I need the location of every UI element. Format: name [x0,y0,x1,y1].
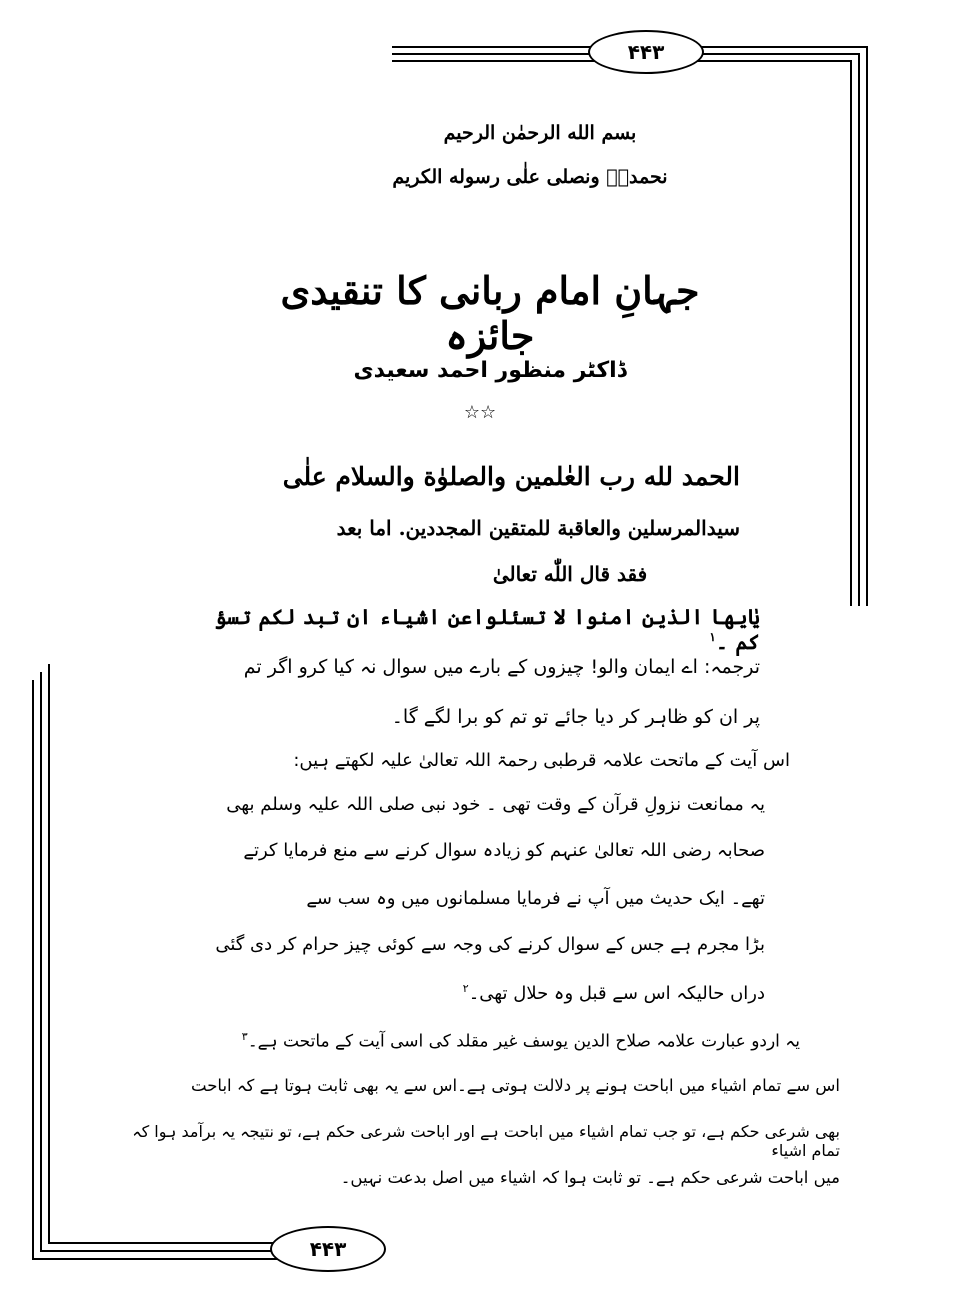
quote-line-4: بڑا مجرم ہے جس کے سوال کرنے کی وجہ سے کوئی چیز حرام کر دی گئی [215,934,765,955]
qurtubi-intro: اس آیت کے ماتحت علامہ قرطبی رحمۃ اللہ تعالیٰ علیہ لکھتے ہیں: [293,750,790,771]
ayah-line [200,604,760,654]
bismillah: بسم الله الرحمٰن الرحیم [443,122,637,144]
salutation: نحمدہٗ ونصلی علٰی رسوله الکریم [392,166,668,188]
stars-ornament: ☆☆ [463,402,497,423]
translation-line-1: ترجمہ: اے ایمان والو! چیزوں کے بارے میں سوال نہ کیا کرو اگر تم [243,656,760,678]
urdu-note-text: یہ اردو عبارت علامہ صلاح الدین یوسف غیر مقلد کی اسی آیت کے ماتحت ہے۔ [247,1031,800,1052]
frame-left-line-2 [40,672,42,1252]
author-name: ڈاکٹر منظور احمد سعیدی [353,358,627,383]
urdu-note [230,1030,800,1052]
translation-line-2: پر ان کو ظاہر کر دیا جائے تو تم کو برا لگے گا۔ [391,706,760,728]
frame-left-line-3 [48,664,50,1244]
frame-bottom-line-2 [40,1250,280,1252]
urdu-note-footnote-ref: ۳ [241,1030,248,1043]
closing-line-2: بھی شرعی حکم ہے، تو جب تمام اشیاء میں اباحت ہے اور اباحت شرعی حکم ہے، تو نتیجہ یہ برآمد ہوا کہ تمام اشیاء [132,1122,840,1160]
page-title: جہانِ امام ربانی کا تنقیدی جائزہ [280,268,700,358]
quote-line-3: تھے۔ ایک حدیث میں آپ نے فرمایا مسلمانوں میں وہ سب سے [306,888,765,909]
closing-line-1: اس سے تمام اشیاء میں اباحت ہونے پر دلالت ہوتی ہے۔اس سے یہ بھی ثابت ہوتا ہے کہ اباحت [191,1076,840,1095]
frame-bottom-line-1 [32,1258,280,1260]
frame-right-line-3 [850,60,852,606]
quote-line-1: یہ ممانعت نزولِ قرآن کے وقت تھی ۔ خود نبی صلی اللہ علیہ وسلم بھی [226,794,765,815]
qala-line: فقد قال اللّٰه تعالیٰ [492,562,648,586]
page-number-top [588,30,704,74]
page-number-bottom [270,1226,386,1272]
quote-line-5 [300,982,765,1004]
ayah-footnote-ref: ۱ [709,630,716,644]
closing-line-3: میں اباحت شرعی حکم ہے۔ تو ثابت ہوا کہ اشیاء میں اصل بدعت نہیں۔ [340,1168,840,1187]
frame-left-line-1 [32,680,34,1260]
hamd-line-2: سیدالمرسلین والعاقبة للمتقین المجددین. اما بعد [336,516,740,540]
hamd-line-1: الحمد لله رب العٰلمين والصلوٰة والسلام علٰی [282,462,740,491]
quote-last-text: دراں حالیکہ اس سے قبل وہ حلال تھی۔ [468,983,765,1004]
frame-right-line-2 [858,53,860,606]
frame-right-line-1 [866,46,868,606]
frame-bottom-line-3 [48,1242,280,1244]
quote-footnote-ref: ۲ [462,982,469,995]
page-number-bottom-text: ۴۴۳ [309,1237,347,1261]
quote-line-2: صحابہ رضی اللہ تعالیٰ عنہم کو زیادہ سوال کرنے سے منع فرمایا کرتے [243,840,765,861]
page-number-top-text: ۴۴۳ [627,40,665,64]
ayah-text: یٰایها الذین امنوا لا تسئلواعن اشیاء ان تبد لکم تسؤ کم ۔ [214,604,760,654]
